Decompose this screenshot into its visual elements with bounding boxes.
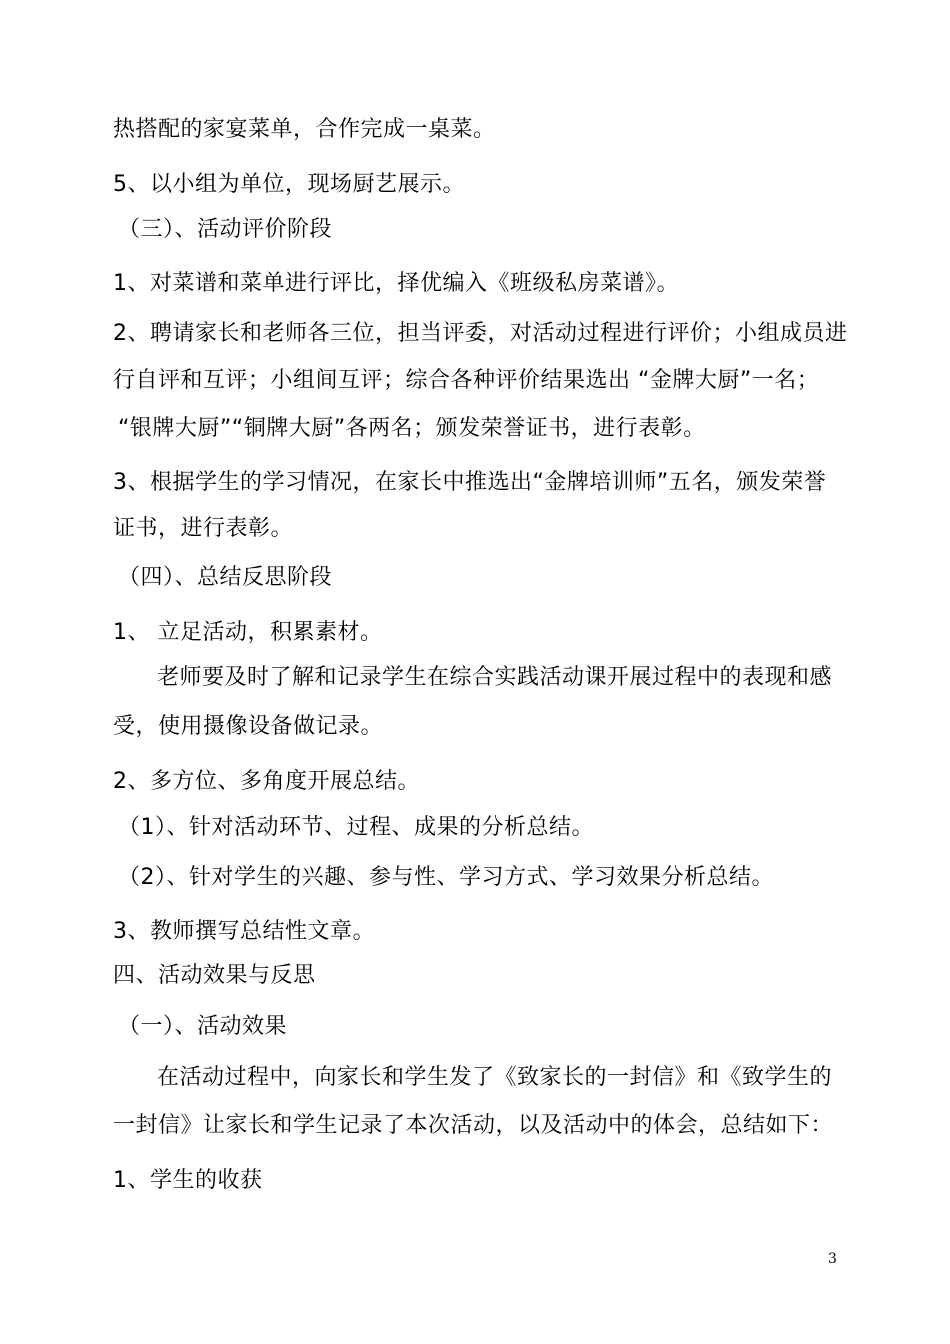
text-line: （1）、针对活动环节、过程、成果的分析总结。 <box>118 815 594 840</box>
text-line: 5、以小组为单位，现场厨艺展示。 <box>113 172 465 197</box>
text-line: 热搭配的家宴菜单，合作完成一桌菜。 <box>113 117 496 142</box>
text-line: 2、聘请家长和老师各三位，担当评委，对活动过程进行评价；小组成员进 <box>113 321 848 346</box>
page-number: 3 <box>828 1251 837 1267</box>
text-line: “银牌大厨”“铜牌大厨”各两名；颁发荣誉证书，进行表彰。 <box>118 416 706 441</box>
text-line: 行自评和互评；小组间互评；综合各种评价结果选出 “金牌大厨”一名； <box>113 368 820 393</box>
text-line: 在活动过程中，向家长和学生发了《致家长的一封信》和《致学生的 <box>157 1065 833 1090</box>
text-line: 1、 立足活动，积累素材。 <box>113 620 383 645</box>
text-line: 证书，进行表彰。 <box>113 516 294 541</box>
section-heading: （一）、活动效果 <box>118 1014 288 1039</box>
text-line: 受，使用摄像设备做记录。 <box>113 714 384 739</box>
text-line: 3、根据学生的学习情况，在家长中推选出“金牌培训师”五名，颁发荣誉 <box>113 470 827 495</box>
section-heading: （三）、活动评价阶段 <box>118 217 333 242</box>
text-line: 1、学生的收获 <box>113 1168 263 1193</box>
text-line: 一封信》让家长和学生记录了本次活动，以及活动中的体会，总结如下： <box>113 1113 834 1138</box>
text-line: 3、教师撰写总结性文章。 <box>113 919 375 944</box>
text-line: （2）、针对学生的兴趣、参与性、学习方式、学习效果分析总结。 <box>118 865 774 890</box>
text-line: 老师要及时了解和记录学生在综合实践活动课开展过程中的表现和感 <box>157 665 833 690</box>
text-line: 1、对菜谱和菜单进行评比，择优编入《班级私房菜谱》。 <box>113 271 679 296</box>
text-line: 2、多方位、多角度开展总结。 <box>113 769 420 794</box>
section-heading: （四）、总结反思阶段 <box>118 565 333 590</box>
section-heading: 四、活动效果与反思 <box>113 963 316 988</box>
